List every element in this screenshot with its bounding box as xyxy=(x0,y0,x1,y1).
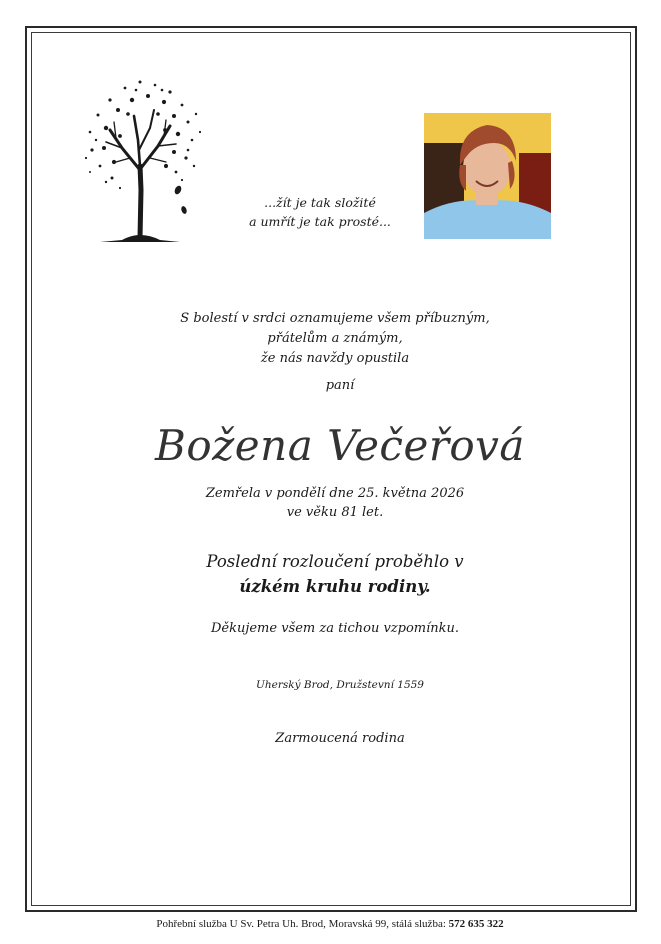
deceased-name: Božena Večeřová xyxy=(155,421,525,470)
thanks-text: Děkujeme všem za tichou vzpomínku. xyxy=(210,621,460,636)
death-age: ve věku 81 let. xyxy=(286,505,384,520)
footer-phone: 572 635 322 xyxy=(448,918,504,930)
farewell-line-1: Poslední rozloučení proběhlo v xyxy=(206,552,464,571)
address: Uherský Brod, Družstevní 1559 xyxy=(256,679,424,691)
quote-line-1: ...žít je tak složité xyxy=(264,195,376,210)
footer xyxy=(30,918,630,930)
quote xyxy=(240,193,400,231)
title-word: paní xyxy=(325,378,355,393)
announcement-line-1: S bolestí v srdci oznamujeme všem příbuzným, xyxy=(180,311,490,326)
farewell-line-2: úzkém kruhu rodiny. xyxy=(239,577,431,596)
signature: Zarmoucená rodina xyxy=(275,731,405,746)
quote-line-2: a umřít je tak prosté... xyxy=(249,214,391,229)
announcement-line-2: přátelům a známým, xyxy=(267,331,403,346)
announcement-line-3: že nás navždy opustila xyxy=(260,351,410,366)
portrait-photo xyxy=(424,113,551,239)
footer-text: Pohřební služba U Sv. Petra Uh. Brod, Moravská 99, stálá služba: xyxy=(156,918,446,930)
tree-illustration xyxy=(70,70,210,246)
death-date: Zemřela v pondělí dne 25. května 2026 xyxy=(205,486,465,501)
announcement xyxy=(140,309,530,369)
death-info xyxy=(170,484,500,522)
